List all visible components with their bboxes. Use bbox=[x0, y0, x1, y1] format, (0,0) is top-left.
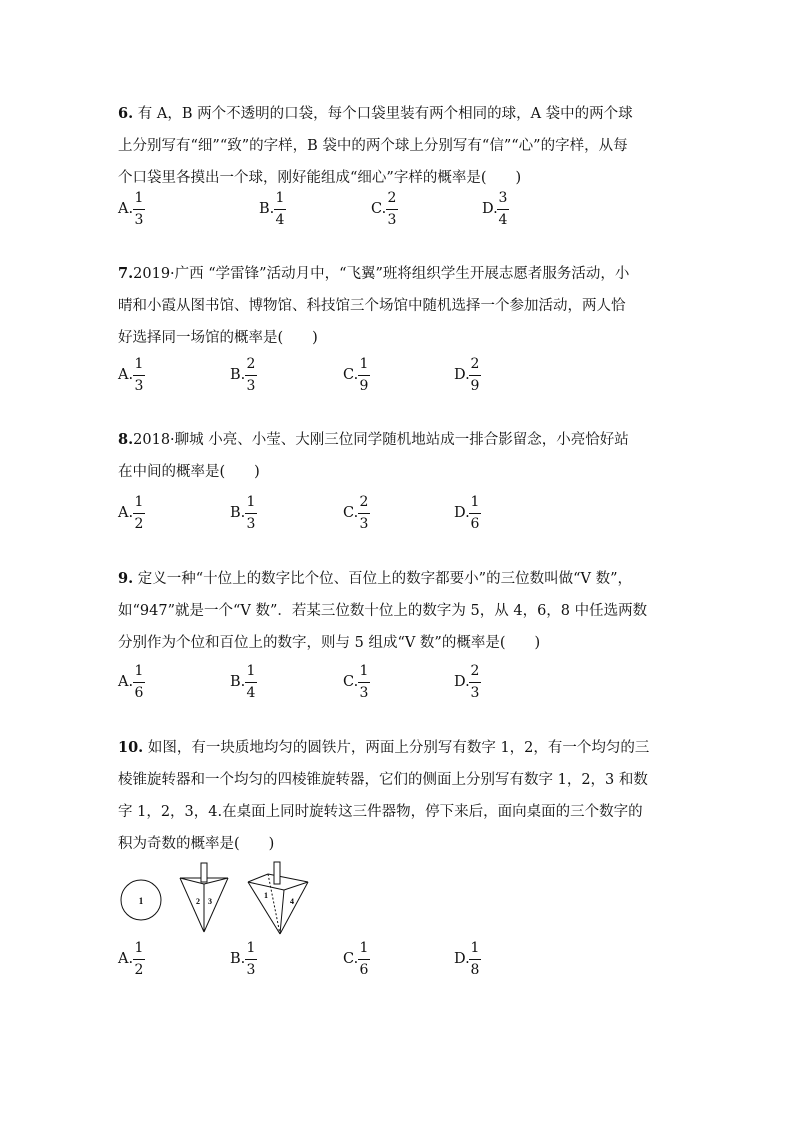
question-6-line-3: 个口袋里各摸出一个球，刚好能组成“细心”字样的概率是( ) bbox=[118, 170, 522, 186]
question-7 bbox=[118, 258, 678, 354]
option-fraction: 1 2 bbox=[134, 494, 144, 532]
question-9-line-1: 9. 定义一种“十位上的数字比个位、百位上的数字都要小”的三位数叫做“V 数”， bbox=[118, 570, 632, 587]
triangular-label-2: 2 bbox=[196, 897, 200, 906]
option-fraction: 2 9 bbox=[470, 356, 480, 394]
option-fraction: 1 6 bbox=[470, 494, 480, 532]
option-fraction: 1 4 bbox=[275, 190, 285, 228]
option-letter: B. bbox=[230, 674, 246, 690]
question-6 bbox=[118, 98, 678, 194]
square-label-4: 4 bbox=[290, 897, 294, 906]
option-letter: C. bbox=[343, 505, 359, 521]
question-6-number: 6. bbox=[118, 105, 134, 122]
option-fraction: 1 3 bbox=[246, 494, 256, 532]
option-fraction: 1 6 bbox=[134, 663, 144, 701]
question-9 bbox=[118, 563, 678, 659]
question-7-line-2: 晴和小霞从图书馆、博物馆、科技馆三个场馆中随机选择一个参加活动，两人恰 bbox=[118, 298, 626, 314]
option-letter: D. bbox=[454, 951, 470, 967]
option-letter: C. bbox=[343, 367, 359, 383]
question-6-line-2: 上分别写有“细”“致”的字样，B 袋中的两个球上分别写有“信”“心”的字样，从每 bbox=[118, 138, 628, 154]
question-8-number: 8. bbox=[118, 431, 134, 448]
option-letter: A. bbox=[118, 505, 134, 521]
option-fraction: 1 3 bbox=[246, 940, 256, 978]
option-letter: B. bbox=[259, 201, 275, 217]
coin-label: 1 bbox=[138, 896, 144, 906]
option-letter: C. bbox=[371, 201, 387, 217]
option-fraction: 2 3 bbox=[387, 190, 397, 228]
triangular-spinner-handle bbox=[201, 863, 207, 882]
option-letter: D. bbox=[454, 367, 470, 383]
question-10-number: 10. bbox=[118, 739, 144, 756]
option-letter: B. bbox=[230, 505, 246, 521]
question-9-line-3: 分别作为个位和百位上的数字，则与 5 组成“V 数”的概率是( ) bbox=[118, 635, 541, 651]
option-fraction: 1 2 bbox=[134, 940, 144, 978]
question-7-line-1: 7.2019·广西 “学雷锋”活动月中，“飞翼”班将组织学生开展志愿者服务活动，小 bbox=[118, 265, 630, 282]
option-letter: B. bbox=[230, 951, 246, 967]
spinners-figure bbox=[118, 860, 318, 940]
question-10-line-3: 字 1，2，3，4.在桌面上同时旋转这三件器物，停下来后，面向桌面的三个数字的 bbox=[118, 804, 643, 820]
square-spinner-handle bbox=[274, 862, 280, 884]
option-letter: D. bbox=[482, 201, 498, 217]
question-8-line-2: 在中间的概率是( ) bbox=[118, 464, 260, 480]
option-letter: C. bbox=[343, 674, 359, 690]
question-10-line-4: 积为奇数的概率是( ) bbox=[118, 836, 275, 852]
question-9-line-2: 如“947”就是一个“V 数”．若某三位数十位上的数字为 5，从 4，6，8 中任选两数 bbox=[118, 603, 648, 619]
triangular-pyramid-spinner bbox=[180, 863, 228, 932]
option-letter: A. bbox=[118, 201, 134, 217]
option-letter: A. bbox=[118, 674, 134, 690]
question-6-line-1: 6. 有 A，B 两个不透明的口袋，每个口袋里装有两个相同的球，A 袋中的两个球 bbox=[118, 105, 633, 122]
option-fraction: 1 9 bbox=[359, 356, 369, 394]
square-label-1: 1 bbox=[264, 891, 268, 900]
question-9-number: 9. bbox=[118, 570, 134, 587]
option-fraction: 2 3 bbox=[470, 663, 480, 701]
option-fraction: 1 8 bbox=[470, 940, 480, 978]
question-8-line-1: 8.2018·聊城 小亮、小莹、大刚三位同学随机地站成一排合影留念，小亮恰好站 bbox=[118, 431, 629, 448]
option-letter: B. bbox=[230, 367, 246, 383]
option-letter: A. bbox=[118, 951, 134, 967]
option-fraction: 1 3 bbox=[359, 663, 369, 701]
square-pyramid-spinner bbox=[248, 862, 308, 934]
option-fraction: 1 6 bbox=[359, 940, 369, 978]
option-fraction: 1 3 bbox=[134, 190, 144, 228]
option-letter: A. bbox=[118, 367, 134, 383]
option-fraction: 2 3 bbox=[359, 494, 369, 532]
question-8 bbox=[118, 424, 678, 488]
question-10-line-2: 棱锥旋转器和一个均匀的四棱锥旋转器，它们的侧面上分别写有数字 1，2，3 和数 bbox=[118, 772, 648, 788]
option-fraction: 3 4 bbox=[498, 190, 508, 228]
option-letter: D. bbox=[454, 505, 470, 521]
option-fraction: 2 3 bbox=[246, 356, 256, 394]
question-10-line-1: 10. 如图，有一块质地均匀的圆铁片，两面上分别写有数字 1，2，有一个均匀的三 bbox=[118, 739, 650, 756]
question-7-line-3: 好选择同一场馆的概率是( ) bbox=[118, 330, 318, 346]
question-10 bbox=[118, 732, 678, 860]
option-fraction: 1 3 bbox=[134, 356, 144, 394]
triangular-label-3: 3 bbox=[208, 897, 212, 906]
option-fraction: 1 4 bbox=[246, 663, 256, 701]
option-letter: C. bbox=[343, 951, 359, 967]
question-7-number: 7. bbox=[118, 265, 134, 282]
option-letter: D. bbox=[454, 674, 470, 690]
